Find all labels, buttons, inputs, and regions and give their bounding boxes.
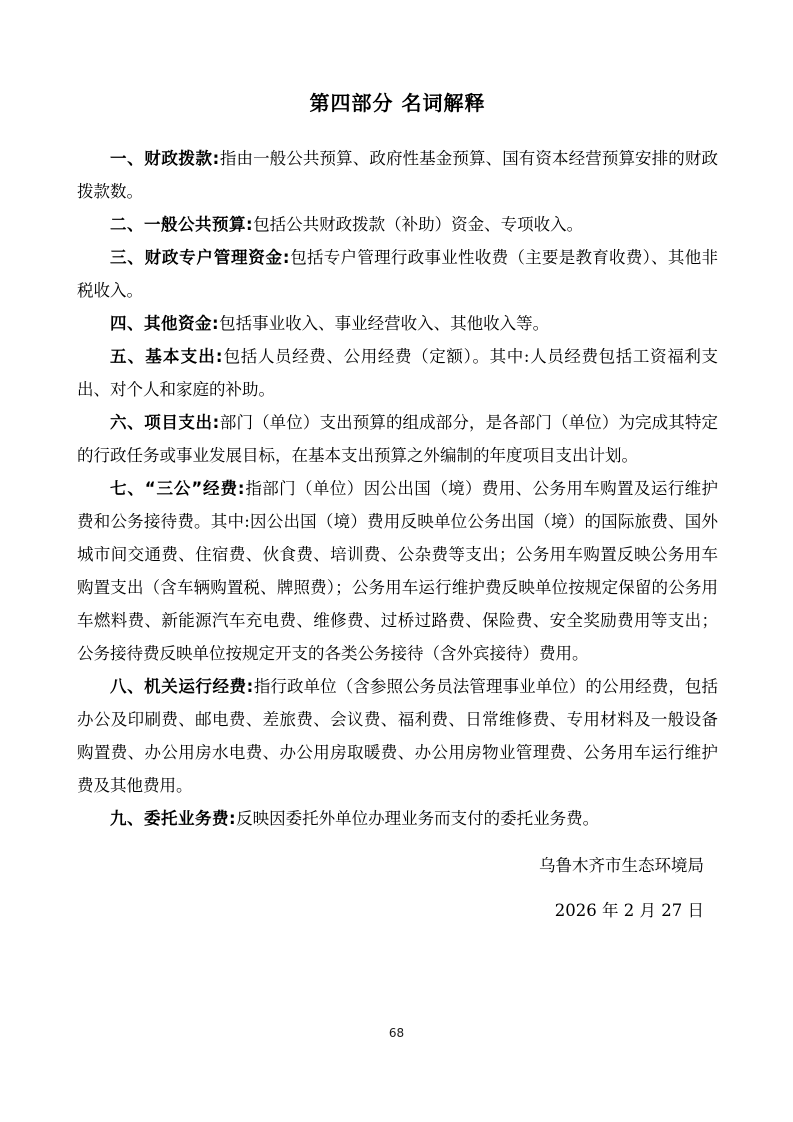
issuing-agency: 乌鲁木齐市生态环境局 bbox=[539, 856, 704, 875]
term-label: 四、其他资金: bbox=[110, 314, 220, 333]
term-definition: 指由一般公共预算、政府性基金预算、国有资本经营预算安排的财政拨款数。 bbox=[77, 149, 718, 201]
term-paragraph bbox=[77, 406, 718, 472]
term-paragraph bbox=[77, 802, 718, 835]
term-definition: 指行政单位（含参照公务员法管理事业单位）的公用经费，包括办公及印刷费、邮电费、差旅费、会议费、福利费、日常维修费、专用材料及一般设备购置费、办公用房水电费、办公用房取暖费、办公用房物业管理费、公务用车运行维护费及其他费用。 bbox=[77, 677, 718, 795]
term-definition: 包括事业收入、事业经营收入、其他收入等。 bbox=[219, 314, 550, 333]
term-label: 三、财政专户管理资金: bbox=[110, 248, 290, 267]
terms-list bbox=[77, 142, 718, 835]
term-paragraph bbox=[77, 241, 718, 307]
term-label: 六、项目支出: bbox=[110, 413, 220, 432]
term-label: 五、基本支出: bbox=[110, 347, 223, 366]
page-number: 68 bbox=[388, 1026, 405, 1040]
term-label: 二、一般公共预算: bbox=[110, 215, 254, 234]
term-definition: 包括专户管理行政事业性收费（主要是教育收费）、其他非税收入。 bbox=[77, 248, 718, 300]
term-paragraph bbox=[77, 142, 718, 208]
term-label: 八、机关运行经费: bbox=[110, 677, 254, 696]
term-label: 九、委托业务费: bbox=[110, 809, 237, 828]
term-definition: 反映因委托外单位办理业务而支付的委托业务费。 bbox=[236, 809, 600, 828]
term-paragraph bbox=[77, 340, 718, 406]
term-label: 七、“三公”经费: bbox=[110, 479, 245, 498]
term-paragraph bbox=[77, 670, 718, 802]
term-paragraph bbox=[77, 307, 718, 340]
term-definition: 包括人员经费、公用经费（定额）。其中:人员经费包括工资福利支出、对个人和家庭的补助。 bbox=[77, 347, 718, 399]
term-definition: 指部门（单位）因公出国（境）费用、公务用车购置及运行维护费和公务接待费。其中:因公出国（境）费用反映单位公务出国（境）的国际旅费、国外城市间交通费、住宿费、伙食费、培训费、公杂费等支出；公务用车购置反映公务用车购置支出（含车辆购置税、牌照费）；公务用车运行维护费反映单位按规定保留的公务用车燃料费、新能源汽车充电费、维修费、过桥过路费、保险费、安全奖励费用等支出；公务接待费反映单位按规定开支的各类公务接待（含外宾接待）费用。 bbox=[77, 479, 718, 663]
term-definition: 部门（单位）支出预算的组成部分，是各部门（单位）为完成其特定的行政任务或事业发展目标，在基本支出预算之外编制的年度项目支出计划。 bbox=[77, 413, 718, 465]
issue-date: 2026 年 2 月 27 日 bbox=[554, 901, 704, 920]
page-title: 第四部分 名词解释 bbox=[309, 91, 486, 115]
term-definition: 包括公共财政拨款（补助）资金、专项收入。 bbox=[253, 215, 584, 234]
term-paragraph bbox=[77, 208, 718, 241]
term-label: 一、财政拨款: bbox=[110, 149, 220, 168]
term-paragraph bbox=[77, 472, 718, 670]
signature-block bbox=[77, 843, 718, 933]
